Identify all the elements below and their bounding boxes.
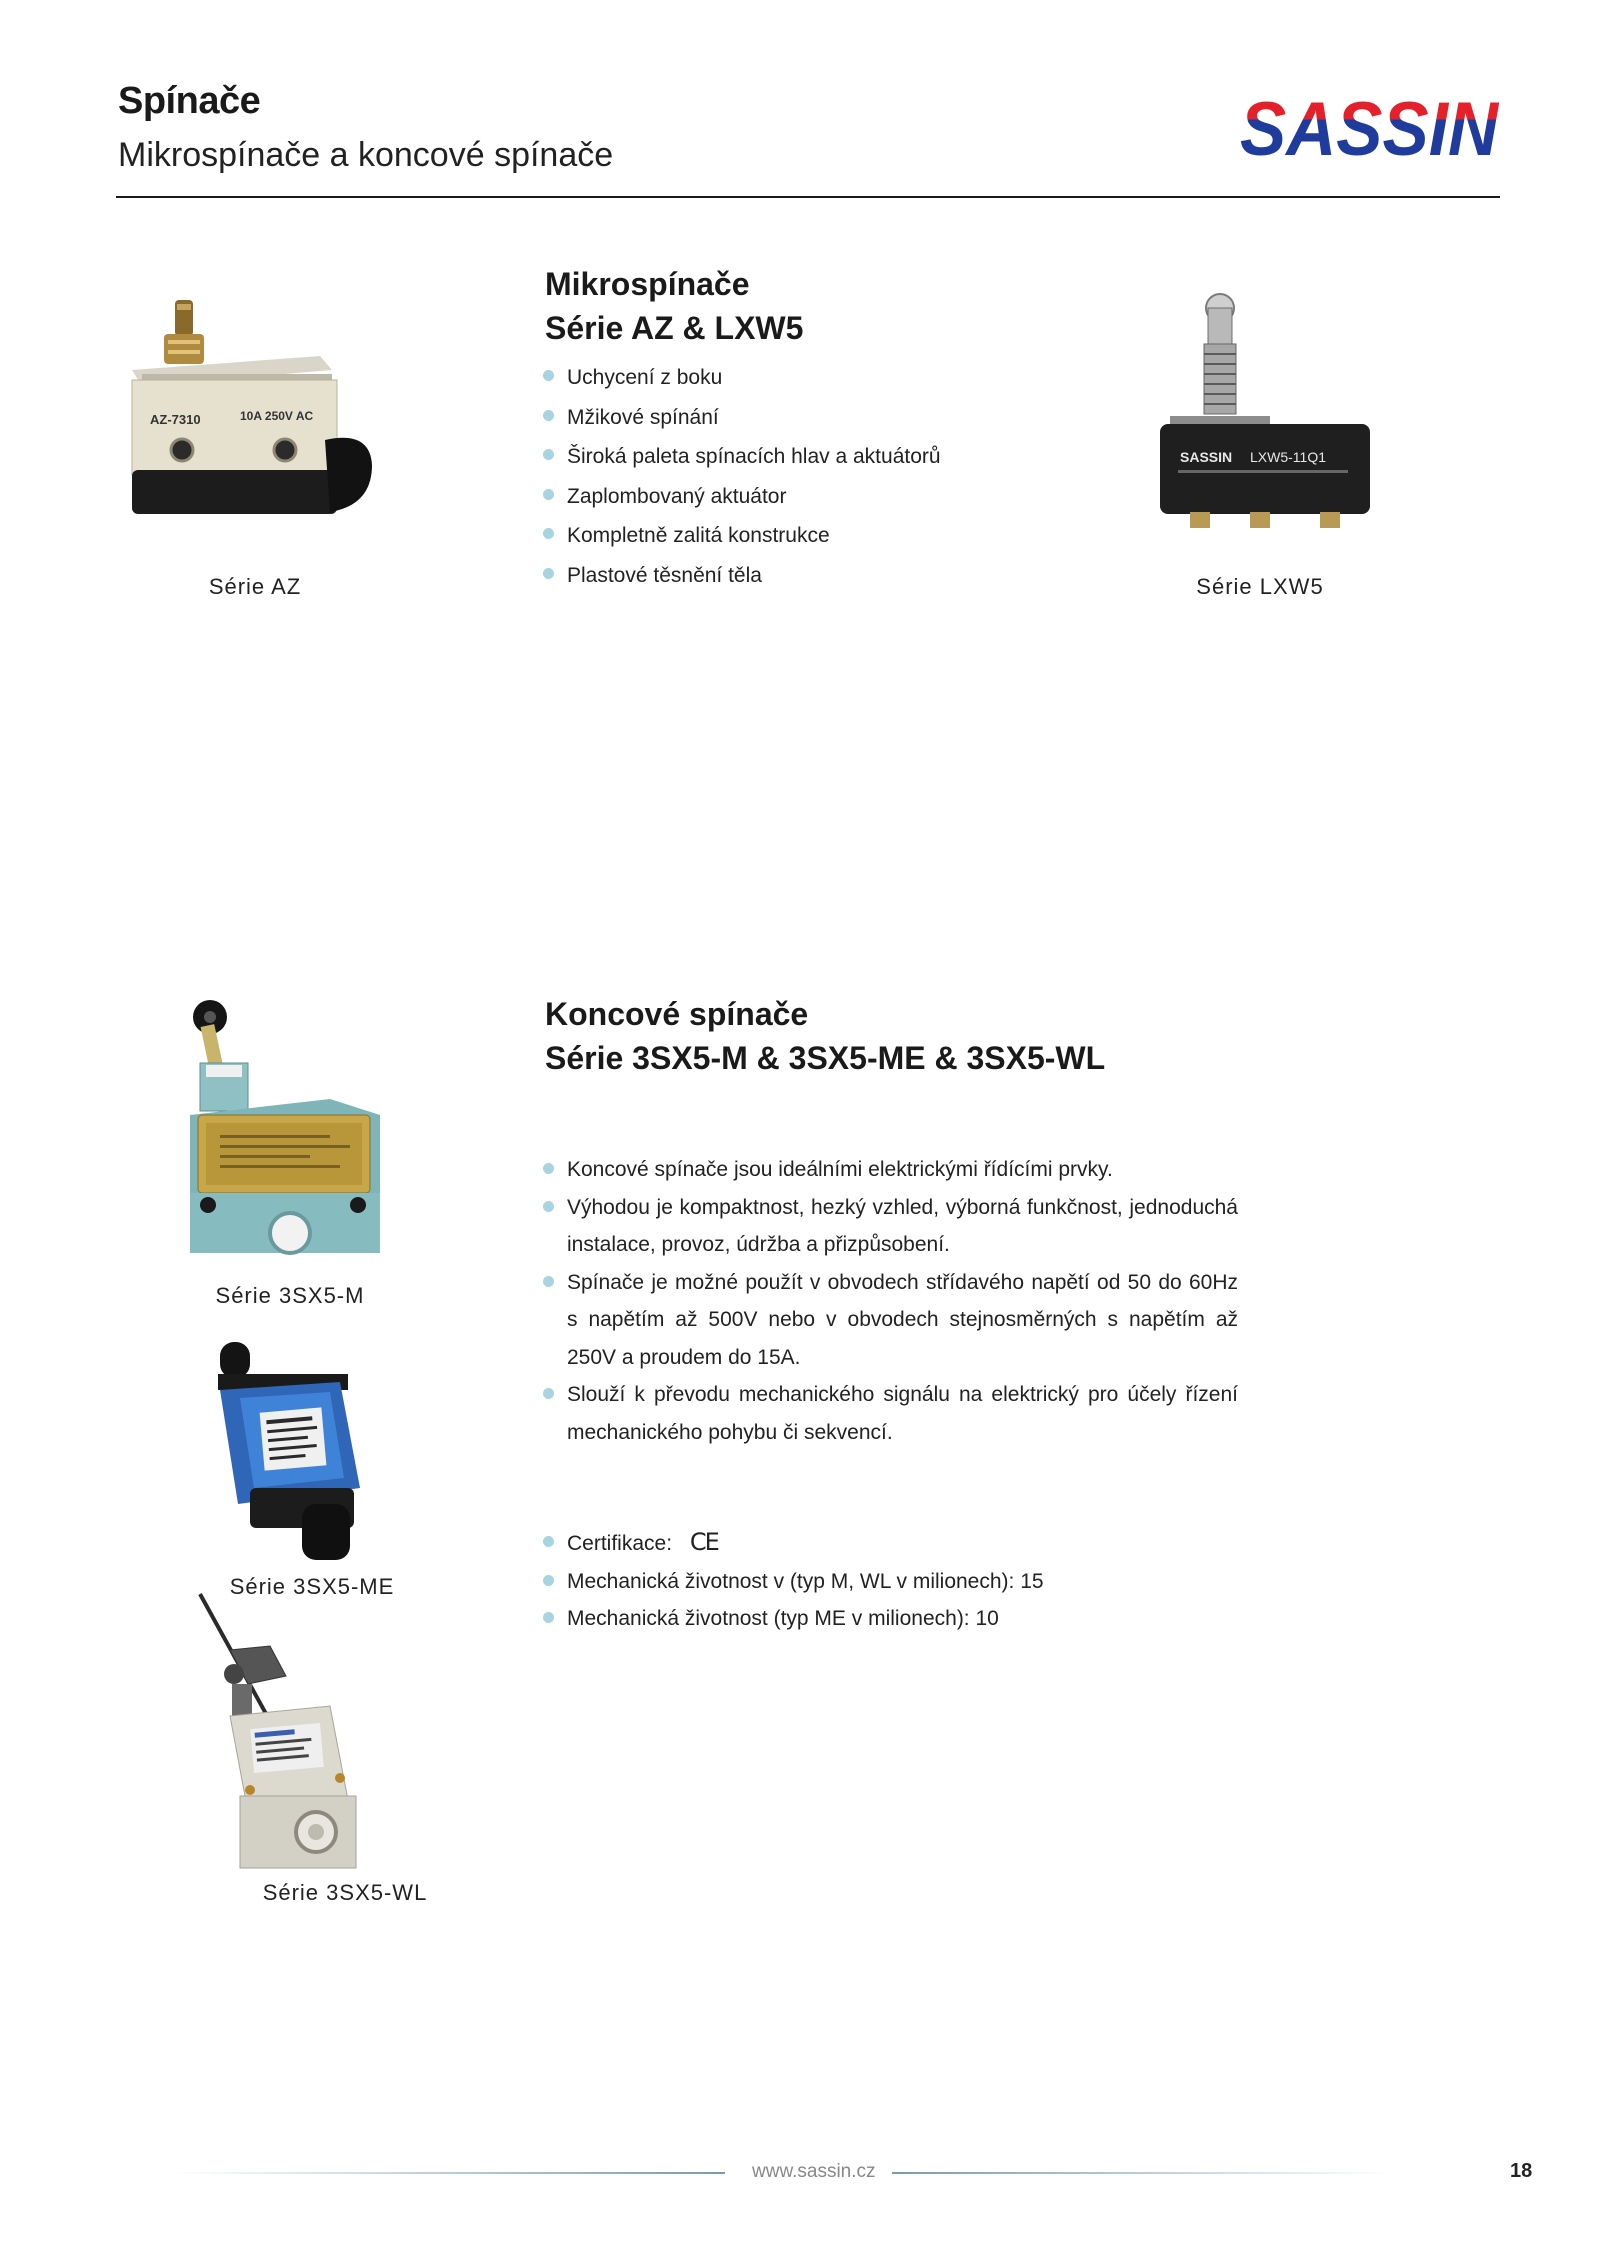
list-item: Zaplombovaný aktuátor [543, 477, 1063, 517]
bullet-dot [543, 410, 554, 421]
3sx5-me-image [210, 1338, 370, 1568]
list-item: Uchycení z boku [543, 358, 1063, 398]
list-item: Plastové těsnění těla [543, 556, 1063, 596]
micro-heading [545, 262, 803, 350]
lxw5-switch-image [1150, 290, 1380, 540]
az-rating-label: 10A 250V AC [240, 409, 314, 423]
bullet-dot [543, 1575, 554, 1586]
list-item [543, 1524, 1238, 1563]
limit-heading-line2: Série 3SX5-M & 3SX5-ME & 3SX5-WL [545, 1040, 1106, 1076]
header-divider [116, 196, 1500, 198]
footer-url[interactable]: www.sassin.cz [752, 2161, 876, 2182]
caption-serie-3sx5-me: Série 3SX5-ME [229, 1574, 395, 1599]
ce-mark-icon: CE [689, 1528, 718, 1556]
lxw5-model-label: LXW5-11Q1 [1250, 449, 1326, 465]
micro-heading-line2: Série AZ & LXW5 [545, 310, 804, 346]
limit-heading [545, 992, 1105, 1080]
caption-serie-3sx5-wl: Série 3SX5-WL [262, 1880, 428, 1905]
bullet-dot [543, 489, 554, 500]
list-item: Koncové spínače jsou ideálními elektrickými řídícími prvky. [543, 1151, 1238, 1189]
page-title: Spínače [118, 80, 261, 122]
footer-line-right [892, 2171, 1392, 2175]
limit-heading-line1: Koncové spínače [545, 996, 809, 1032]
bullet-dot [543, 528, 554, 539]
bullet-dot [543, 370, 554, 381]
micro-heading-line1: Mikrospínače [545, 266, 750, 302]
bullet-dot [543, 1276, 554, 1287]
list-item: Slouží k převodu mechanického signálu na elektrický pro účely řízení mechanického pohybu či sekvencí. [543, 1376, 1238, 1451]
bullet-dot [543, 1612, 554, 1623]
micro-feature-list [543, 358, 1063, 595]
lxw5-brand-label: SASSIN [1180, 449, 1233, 465]
list-item: Mechanická životnost (typ ME v milionech): 10 [543, 1600, 1238, 1638]
sassin-logo [1238, 95, 1500, 161]
bullet-dot [543, 449, 554, 460]
list-item: Spínače je možné použít v obvodech střídavého napětí od 50 do 60Hz s napětím až 500V nebo v obvodech stejnosměrných s napětím až 250V a proudem do 15A. [543, 1264, 1238, 1377]
list-item: Široká paleta spínacích hlav a aktuátorů [543, 437, 1063, 477]
az-switch-image [120, 290, 380, 540]
bullet-dot [543, 568, 554, 579]
caption-serie-az: Série AZ [208, 574, 302, 599]
footer-line-left [170, 2171, 725, 2175]
limit-spec-list [543, 1524, 1238, 1638]
az-model-label: AZ-7310 [150, 412, 201, 427]
svg-text:SASSIN: SASSIN [1240, 95, 1500, 161]
list-item: Mechanická životnost v (typ M, WL v milionech): 15 [543, 1563, 1238, 1601]
page-number: 18 [1510, 2160, 1533, 2182]
list-item: Výhodou je kompaktnost, hezký vzhled, výborná funkčnost, jednoduchá instalace, provoz, údržba a přizpůsobení. [543, 1189, 1238, 1264]
bullet-dot [543, 1536, 554, 1547]
caption-serie-lxw5: Série LXW5 [1196, 574, 1324, 599]
list-item: Mžikové spínání [543, 398, 1063, 438]
3sx5-wl-image [190, 1590, 380, 1880]
bullet-dot [543, 1201, 554, 1212]
bullet-dot [543, 1388, 554, 1399]
list-item: Kompletně zalitá konstrukce [543, 516, 1063, 556]
3sx5-m-image [180, 995, 380, 1265]
cert-label: Certifikace: [567, 1532, 673, 1555]
limit-feature-list [543, 1151, 1238, 1451]
caption-serie-3sx5-m: Série 3SX5-M [215, 1283, 365, 1308]
bullet-dot [543, 1163, 554, 1174]
page-subtitle: Mikrospínače a koncové spínače [118, 136, 614, 174]
